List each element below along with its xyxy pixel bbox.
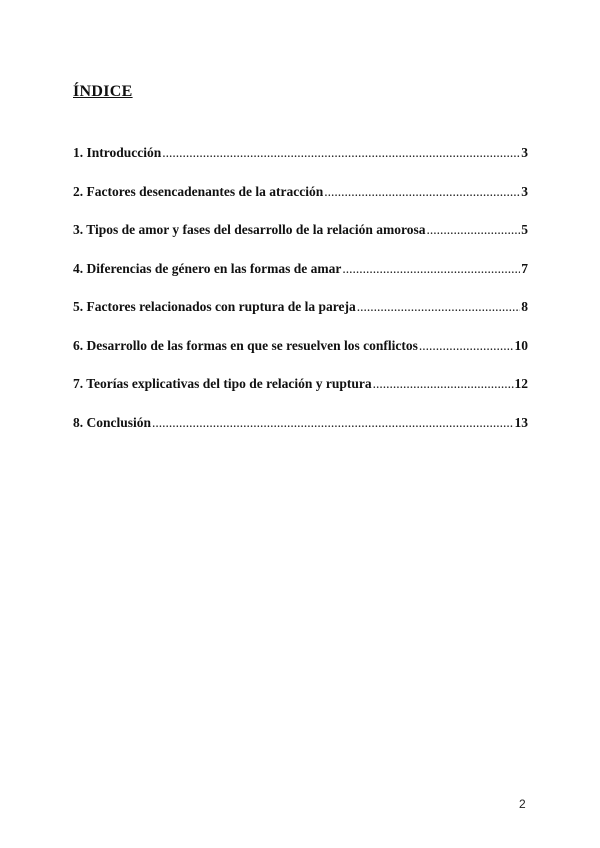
toc-entry-title: 4. Diferencias de género en las formas de amar — [73, 260, 342, 276]
toc-entry-title: 2. Factores desencadenantes de la atracción — [73, 183, 324, 199]
toc-entry-page: 8 — [521, 299, 528, 314]
toc-entry-title: 6. Desarrollo de las formas en que se resuelven los conflictos — [73, 337, 418, 353]
toc-entry-page: 3 — [521, 145, 528, 160]
toc-entry-page: 13 — [514, 414, 528, 430]
toc-entry-page: 5 — [521, 222, 528, 237]
toc-dot-leader — [162, 145, 520, 161]
toc-dot-leader — [324, 184, 520, 200]
toc-entry-title: 1. Introducción — [73, 145, 162, 160]
toc-entry-title: 7. Teorías explicativas del tipo de relación y ruptura — [73, 376, 372, 391]
toc-heading: ÍNDICE — [73, 83, 133, 100]
table-of-contents — [73, 145, 528, 453]
toc-dot-leader — [342, 261, 520, 277]
toc-entry-page: 3 — [521, 183, 528, 199]
toc-dot-leader — [419, 338, 514, 354]
toc-entry[interactable] — [73, 222, 528, 261]
toc-entry[interactable] — [73, 145, 528, 184]
page-number: 2 — [519, 797, 526, 811]
toc-entry[interactable] — [73, 184, 528, 223]
toc-entry-title: 8. Conclusión — [73, 414, 152, 430]
toc-dot-leader — [427, 222, 521, 238]
toc-entry-page: 10 — [514, 337, 528, 353]
toc-entry-page: 12 — [514, 376, 528, 391]
toc-dot-leader — [152, 415, 513, 431]
toc-entry[interactable] — [73, 299, 528, 338]
toc-entry[interactable] — [73, 338, 528, 377]
toc-entry[interactable] — [73, 415, 528, 454]
toc-entry[interactable] — [73, 376, 528, 415]
toc-entry[interactable] — [73, 261, 528, 300]
toc-entry-title: 5. Factores relacionados con ruptura de la pareja — [73, 299, 356, 314]
toc-entry-page: 7 — [521, 260, 528, 276]
toc-dot-leader — [357, 299, 521, 315]
toc-dot-leader — [373, 376, 514, 392]
toc-entry-title: 3. Tipos de amor y fases del desarrollo de la relación amorosa — [73, 222, 426, 237]
